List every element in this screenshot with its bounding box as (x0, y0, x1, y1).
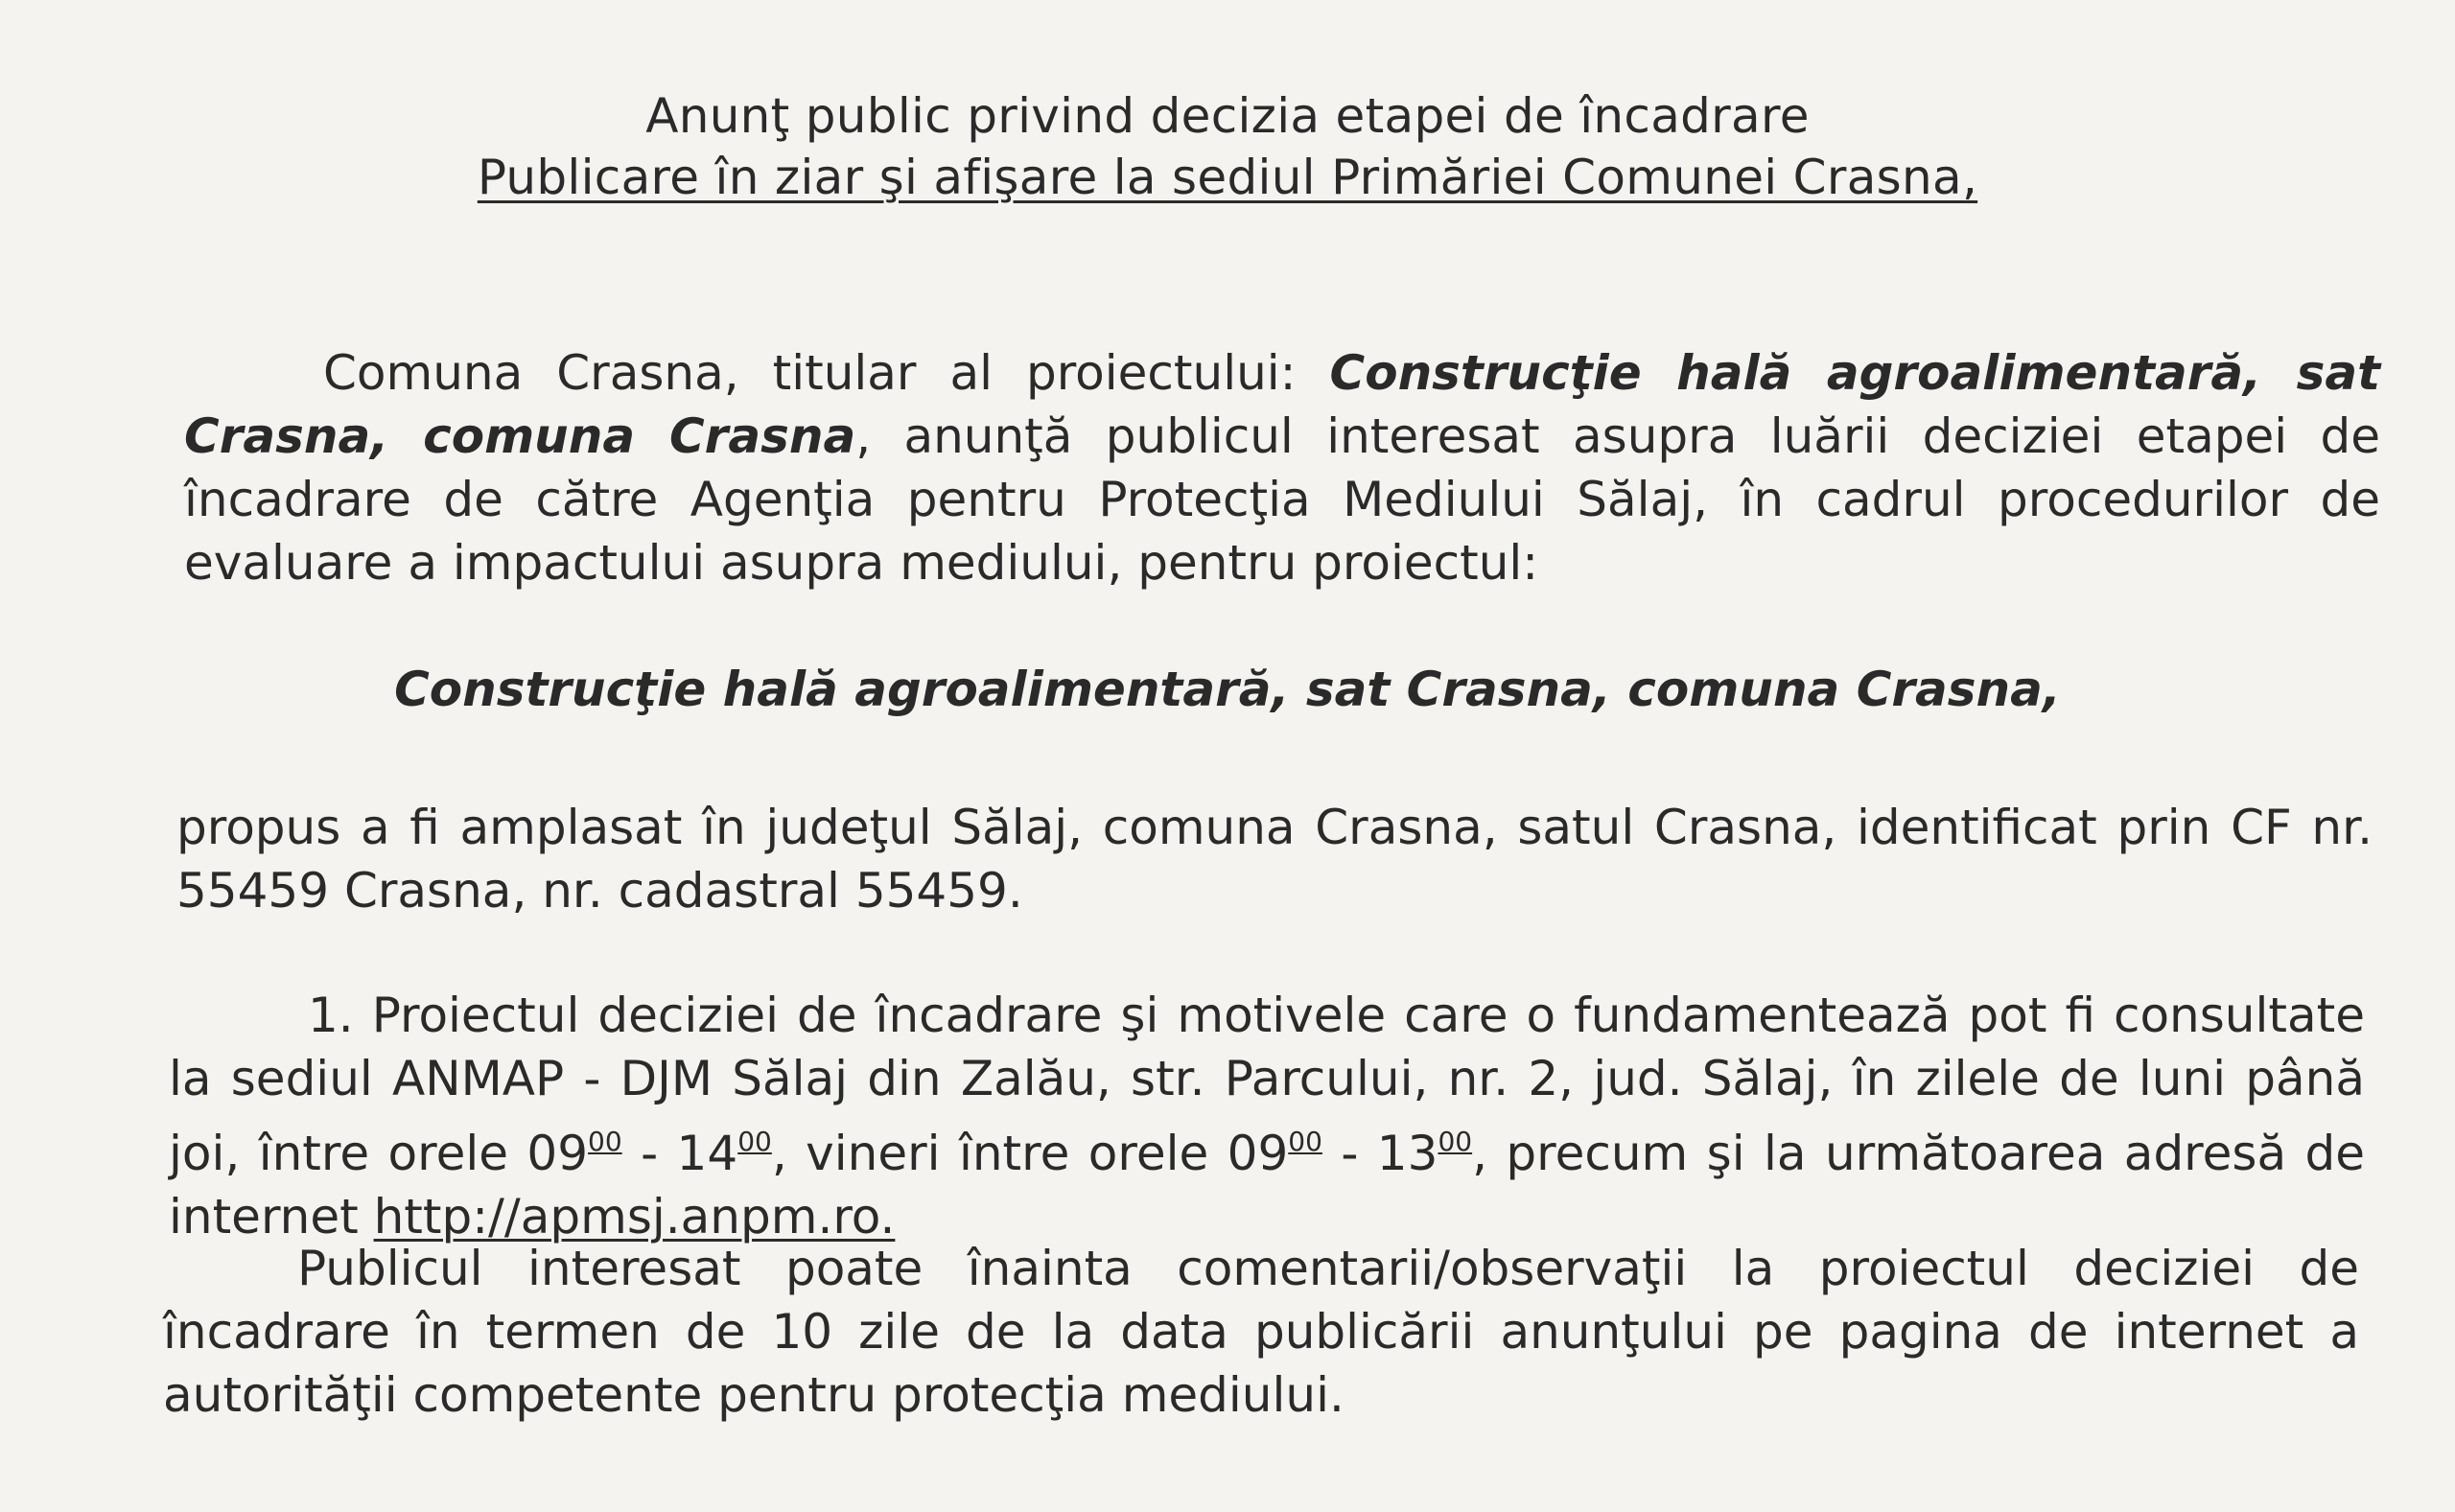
public-comments-paragraph (163, 1237, 2359, 1427)
time-sup-2: 00 (737, 1126, 772, 1157)
point-1-paragraph (169, 984, 2365, 1248)
intro-text-1: Comuna Crasna, titular al proiectului: (323, 345, 1330, 401)
website-link[interactable]: http://apmsj.anpm.ro. (373, 1189, 896, 1244)
point-1-text-c: , vineri între orele 09 (771, 1126, 1289, 1181)
intro-text-2: , anunţă publicul interesat asupra luării deciziei etapei de încadrare de către Agenţia pentru Protecţia Mediului Sălaj, în cadrul procedurilor de evaluare a impactului asupra mediului, pentru proiectul: (184, 408, 2380, 591)
subtitle-text: Publicare în ziar şi afişare la sediul Primăriei Comunei Crasna, (477, 150, 1978, 205)
public-comments-text: Publicul interesat poate înainta comentarii/observaţii la proiectul deciziei de încadrare în termen de 10 zile de la data publicării anunţului pe pagina de internet a autorităţii competente pentru protecţia mediului. (163, 1241, 2359, 1423)
document-title: Anunţ public privind decizia etapei de încadrare (645, 88, 1810, 144)
document-subtitle (0, 150, 2455, 205)
point-1-text-d: - 13 (1321, 1126, 1438, 1181)
time-sup-1: 00 (588, 1126, 622, 1157)
point-1-text-b: - 14 (621, 1126, 738, 1181)
point-1-text-e: , precum şi la următoarea adresă de internet (169, 1126, 2366, 1244)
point-1-text-a: 1. Proiectul deciziei de încadrare şi motivele care o fundamentează pot fi consultate la sediul ANMAP - DJM Sălaj din Zalău, str. Parcului, nr. 2, jud. Sălaj, în zilele de luni până joi, între orele 09 (169, 988, 2365, 1181)
intro-project-name: Construcţie hală agroalimentară, sat Crasna, comuna Crasna (184, 345, 2381, 464)
project-title: Construcţie hală agroalimentară, sat Crasna, comuna Crasna, (394, 662, 2061, 717)
intro-paragraph (184, 341, 2380, 594)
time-sup-3: 00 (1288, 1126, 1322, 1157)
location-paragraph: propus a fi amplasat în judeţul Sălaj, comuna Crasna, satul Crasna, identificat prin CF nr. 55459 Crasna, nr. cadastral 55459. (176, 800, 2373, 919)
time-sup-4: 00 (1438, 1126, 1473, 1157)
